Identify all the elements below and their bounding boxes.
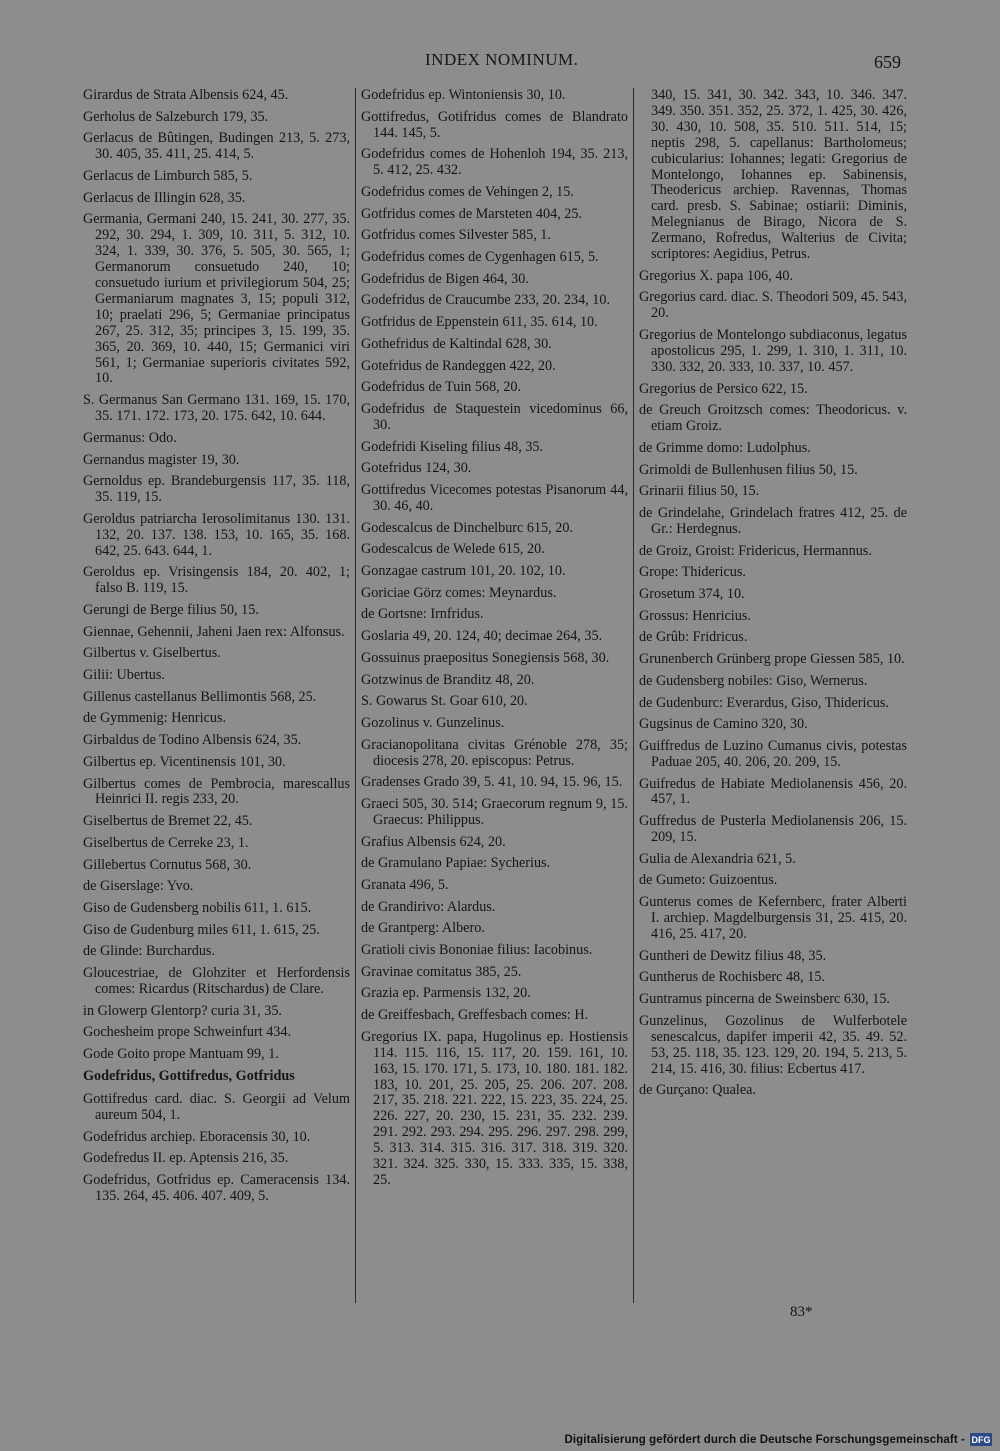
index-entry: Guntramus pincerna de Sweinsberc 630, 15.: [639, 991, 890, 1008]
index-entry: Gregorius card. diac. S. Theodori 509, 45. 543, 20.: [639, 289, 907, 322]
index-entry: Girardus de Strata Albensis 624, 45.: [83, 87, 289, 103]
index-entry: de Gramulano Papiae: Sycherius.: [361, 855, 551, 872]
index-entry: Gillebertus Cornutus 568, 30.: [83, 856, 252, 873]
index-entry: S. Gowarus St. Goar 610, 20.: [361, 693, 528, 710]
index-entry: Gode Goito prope Mantuam 99, 1.: [83, 1046, 279, 1063]
index-entry: Gottifredus Vicecomes potestas Pisanorum 44, 30. 46, 40.: [361, 481, 628, 514]
sheet-signature: 83*: [790, 1304, 813, 1320]
index-entry: de Groiz, Groist: Fridericus, Hermannus.: [639, 542, 872, 559]
index-entry: Gotefridus de Randeggen 422, 20.: [361, 357, 556, 374]
index-entry: Gunterus comes de Kefernberc, frater Alberti I. archiep. Magdelburgensis 31, 25. 415, 20. 416, 25. 417, 20.: [639, 894, 907, 942]
index-entry: Gochesheim prope Schweinfurt 434.: [83, 1024, 292, 1041]
index-entry: de Glinde: Burchardus.: [83, 943, 215, 960]
index-entry: Gossuinus praepositus Sonegiensis 568, 30.: [361, 649, 610, 666]
index-entry: Gravinae comitatus 385, 25.: [361, 963, 522, 980]
index-entry: Gilbertus comes de Pembrocia, marescallus Heinrici II. regis 233, 20.: [83, 775, 350, 808]
index-entry: Grope: Thidericus.: [639, 564, 746, 581]
digitization-credit: [564, 1432, 992, 1447]
index-entry: Gregorius X. papa 106, 40.: [639, 267, 794, 284]
index-entry: de Grindelahe, Grindelach fratres 412, 25. de Gr.: Herdegnus.: [639, 505, 907, 537]
index-entry: Gunzelinus, Gozolinus de Wulferbotele senescalcus, dapifer imperii 42, 35. 49. 52. 53, 25. 118, 35. 123. 129, 20. 194, 5. 213, 5. 214, 15. 416, 30. filius: Ecbertus 417.: [639, 1012, 907, 1077]
index-entry: Grazia ep. Parmensis 132, 20.: [361, 985, 531, 1002]
index-entry: de Gudensberg nobiles: Giso, Wernerus.: [639, 672, 868, 689]
index-entry: Godefridus comes de Hohenloh 194, 35. 213, 5. 412, 25. 432.: [361, 146, 628, 179]
index-entry: in Glowerp Glentorp? curia 31, 35.: [83, 1002, 282, 1019]
index-entry: Gerholus de Salzeburch 179, 35.: [83, 108, 269, 125]
index-column-2: [361, 88, 628, 1195]
index-entry: Godescalcus de Dinchelburc 615, 20.: [361, 519, 573, 536]
index-entry: Godefridus de Staquestein vicedominus 66, 30.: [361, 400, 628, 433]
index-entry: Gilii: Ubertus.: [83, 667, 165, 684]
index-entry: Germania, Germani 240, 15. 241, 30. 277, 35. 292, 30. 294, 1. 309, 10. 311, 5. 312, 10. 324, 1. 339, 30. 376, 5. 505, 30. 565, 1; Germanorum consuetudo 240, 10; consuetudo iurium et privilegiorum 504, 25; Germaniarum magnates 3, 15; populi 312, 10; praelati 296, 5; Germaniae principatus 267, 25. 312, 35; principes 3, 15. 199, 35. 365, 20. 369, 10. 440, 15; Germanici viri 561, 1; Germaniae superioris civitates 592, 10.: [83, 211, 350, 387]
index-entry: Giso de Gudensberg nobilis 611, 1. 615.: [83, 899, 312, 916]
column-rule-left: [355, 88, 356, 1303]
index-entry: Granata 496, 5.: [361, 876, 449, 893]
index-entry: Guntheri de Dewitz filius 48, 35.: [639, 947, 827, 964]
index-entry: Godefridus de Tuin 568, 20.: [361, 379, 522, 396]
index-entry: Godefridus archiep. Eboracensis 30, 10.: [83, 1128, 311, 1145]
index-entry: Gracianopolitana civitas Grénoble 278, 35; diocesis 278, 20. episcopus: Petrus.: [361, 736, 628, 769]
index-entry: de Giserslage: Yvo.: [83, 878, 194, 895]
index-entry: Guntherus de Rochisberc 48, 15.: [639, 969, 825, 986]
page-number: 659: [874, 52, 901, 72]
index-entry: Giennae, Gehennii, Jaheni Jaen rex: Alfonsus.: [83, 623, 345, 640]
index-entry: Gothefridus de Kaltindal 628, 30.: [361, 335, 552, 352]
index-entry: Gradenses Grado 39, 5. 41, 10. 94, 15. 96, 15.: [361, 774, 623, 791]
index-entry: Godefridus de Craucumbe 233, 20. 234, 10.: [361, 292, 611, 309]
index-entry: Goslaria 49, 20. 124, 40; decimae 264, 35.: [361, 628, 603, 645]
index-entry: de Gymmenig: Henricus.: [83, 710, 227, 727]
index-entry: Giselbertus de Cerreke 23, 1.: [83, 834, 249, 851]
index-entry: Gerlacus de Illingin 628, 35.: [83, 189, 246, 206]
index-entry: Grosetum 374, 10.: [639, 586, 745, 603]
index-entry: Gotfridus comes de Marsteten 404, 25.: [361, 205, 583, 222]
index-entry: Godefridus comes de Cygenhagen 615, 5.: [361, 249, 599, 266]
index-entry: Grunenberch Grünberg prope Giessen 585, 10.: [639, 651, 905, 668]
index-entry: Grossus: Henricius.: [639, 607, 751, 624]
index-entry: Grimoldi de Bullenhusen filius 50, 15.: [639, 461, 858, 478]
index-entry: Geroldus patriarcha Ierosolimitanus 130. 131. 132, 20. 137. 138. 153, 10. 165, 35. 168. 642, 25. 643. 644, 1.: [83, 510, 350, 559]
index-entry: S. Germanus San Germano 131. 169, 15. 170, 35. 171. 172. 173, 20. 175. 642, 10. 644.: [83, 392, 350, 425]
index-entry: Guffredus de Pusterla Mediolanensis 206, 15. 209, 15.: [639, 813, 907, 846]
index-entry: Gerlacus de Limburch 585, 5.: [83, 168, 253, 185]
index-entry: Gilbertus v. Giselbertus.: [83, 645, 221, 662]
index-entry: Gotefridus 124, 30.: [361, 460, 472, 477]
index-entry: de Grimme domo: Ludolphus.: [639, 439, 811, 456]
index-entry: Godefridus de Bigen 464, 30.: [361, 270, 529, 287]
index-entry: Gregorius de Montelongo subdiaconus, legatus apostolicus 295, 1. 299, 1. 310, 1. 311, 10. 330. 332, 20. 333, 10. 337, 10. 457.: [639, 327, 907, 375]
index-entry: Godescalcus de Welede 615, 20.: [361, 541, 545, 558]
index-entry: Gerlacus de Bûtingen, Budingen 213, 5. 273, 30. 405, 35. 411, 25. 414, 5.: [83, 130, 350, 163]
index-entry: Godefridus, Gotfridus ep. Cameracensis 134. 135. 264, 45. 406. 407. 409, 5.: [83, 1171, 350, 1204]
index-entry: Grafius Albensis 624, 20.: [361, 833, 506, 850]
index-entry: Gillenus castellanus Bellimontis 568, 25.: [83, 688, 317, 705]
index-entry: Godefredus II. ep. Aptensis 216, 35.: [83, 1150, 289, 1167]
index-entry: de Grantperg: Albero.: [361, 920, 485, 937]
column-rule-right: [633, 88, 634, 1303]
index-entry: Gilbertus ep. Vicentinensis 101, 30.: [83, 753, 286, 770]
credit-text: Digitalisierung gefördert durch die Deutsche Forschungsgemeinschaft -: [564, 1433, 965, 1446]
index-entry: de Grandirivo: Alardus.: [361, 898, 496, 915]
index-entry: Geroldus ep. Vrisingensis 184, 20. 402, 1; falso B. 119, 15.: [83, 564, 350, 597]
index-entry: Giso de Gudenburg miles 611, 1. 615, 25.: [83, 921, 320, 938]
index-entry: Gotfridus de Eppenstein 611, 35. 614, 10.: [361, 314, 598, 331]
index-entry: Gregorius de Persico 622, 15.: [639, 380, 808, 397]
index-entry: Gotzwinus de Branditz 48, 20.: [361, 671, 535, 688]
index-entry: Godefridus ep. Wintoniensis 30, 10.: [361, 87, 566, 103]
index-entry: Germanus: Odo.: [83, 429, 177, 446]
index-entry: Godefridi Kiseling filius 48, 35.: [361, 438, 544, 455]
dfg-logo-icon: DFG: [971, 1434, 991, 1445]
index-entry: Gotfridus comes Silvester 585, 1.: [361, 227, 551, 244]
index-column-1: [83, 88, 350, 1211]
index-heading: Godefridus, Gottifredus, Gotfridus: [83, 1068, 295, 1085]
index-entry: Gottifredus, Gotifridus comes de Blandrato 144. 145, 5.: [361, 108, 628, 141]
index-entry: de Greiffesbach, Greffesbach comes: H.: [361, 1007, 589, 1024]
index-entry: Graeci 505, 30. 514; Graecorum regnum 9, 15. Graecus: Philippus.: [361, 795, 628, 828]
index-entry: Gernoldus ep. Brandeburgensis 117, 35. 118, 35. 119, 15.: [83, 473, 350, 506]
index-entry: Godefridus comes de Vehingen 2, 15.: [361, 183, 574, 200]
index-entry: Gernandus magister 19, 30.: [83, 451, 240, 468]
index-entry: de Gumeto: Guizoentus.: [639, 872, 778, 889]
index-entry: Grinarii filius 50, 15.: [639, 483, 760, 500]
index-entry: Gozolinus v. Gunzelinus.: [361, 714, 505, 731]
index-entry: Gloucestriae, de Glohziter et Herfordensis comes: Ricardus (Ritschardus) de Clare.: [83, 965, 350, 997]
running-title: INDEX NOMINUM.: [425, 50, 579, 69]
index-entry: Goriciae Görz comes: Meynardus.: [361, 584, 557, 601]
index-entry: Gregorius IX. papa, Hugolinus ep. Hostiensis 114. 115. 116, 15. 117, 20. 159. 161, 10. 163, 15. 170. 171, 5. 173, 10. 180. 181. 182. 183, 10. 201, 25. 205, 25. 206. 207. 208. 217, 35. 218. 221. 222, 15. 223, 35. 224, 25. 226. 227, 20. 230, 15. 231, 35. 232. 239. 291. 292. 293. 294. 295. 296. 297. 298. 299, 5. 313. 314. 315. 316. 317. 318. 319. 320. 321. 324. 325. 330, 15. 333. 335, 15. 338, 25.: [361, 1028, 628, 1189]
index-entry: Giselbertus de Bremet 22, 45.: [83, 813, 253, 830]
index-entry: Gerungi de Berge filius 50, 15.: [83, 601, 259, 618]
index-entry: Gratioli civis Bononiae filius: Iacobinus.: [361, 942, 593, 959]
page-header: [0, 50, 1000, 80]
index-entry: de Gudenburc: Everardus, Giso, Thidericus.: [639, 694, 889, 711]
index-entry: 340, 15. 341, 30. 342. 343, 10. 346. 347. 349. 350. 351. 352, 25. 372, 1. 425, 30. 426, 30. 430, 10. 508, 35. 510. 511. 514, 15; neptis 298, 5. capellanus: Bartholomeus; cubicularius: Iohannes; legati: Gregorius de Montelongo, Iohannes ep. Sabinensis, Theodericus archiep. Ravennas, Thomas card. presb. S. Sabinae; ostiarii: Diminis, Melegnianus de Birago, Nicora de S. Zermano, Rofredus, Walterius de Civita; scriptores: Aegidius, Petrus.: [651, 87, 907, 263]
index-entry: de Gortsne: Irnfridus.: [361, 606, 484, 623]
index-entry: de Grûb: Fridricus.: [639, 629, 748, 646]
index-entry: Gulia de Alexandria 621, 5.: [639, 850, 796, 867]
index-entry: Gottifredus card. diac. S. Georgii ad Velum aureum 504, 1.: [83, 1090, 350, 1123]
index-entry: Gonzagae castrum 101, 20. 102, 10.: [361, 562, 566, 579]
index-entry: Guifredus de Habiate Mediolanensis 456, 20. 457, 1.: [639, 775, 907, 808]
index-entry: de Gurçano: Qualea.: [639, 1082, 756, 1099]
index-entry: Guiffredus de Luzino Cumanus civis, potestas Paduae 205, 40. 206, 20. 209, 15.: [639, 737, 907, 770]
index-entry: Gugsinus de Camino 320, 30.: [639, 716, 808, 733]
index-column-3: [639, 88, 907, 1105]
index-entry: de Greuch Groitzsch comes: Theodoricus. v. etiam Groiz.: [639, 402, 907, 435]
index-entry: Girbaldus de Todino Albensis 624, 35.: [83, 732, 302, 749]
